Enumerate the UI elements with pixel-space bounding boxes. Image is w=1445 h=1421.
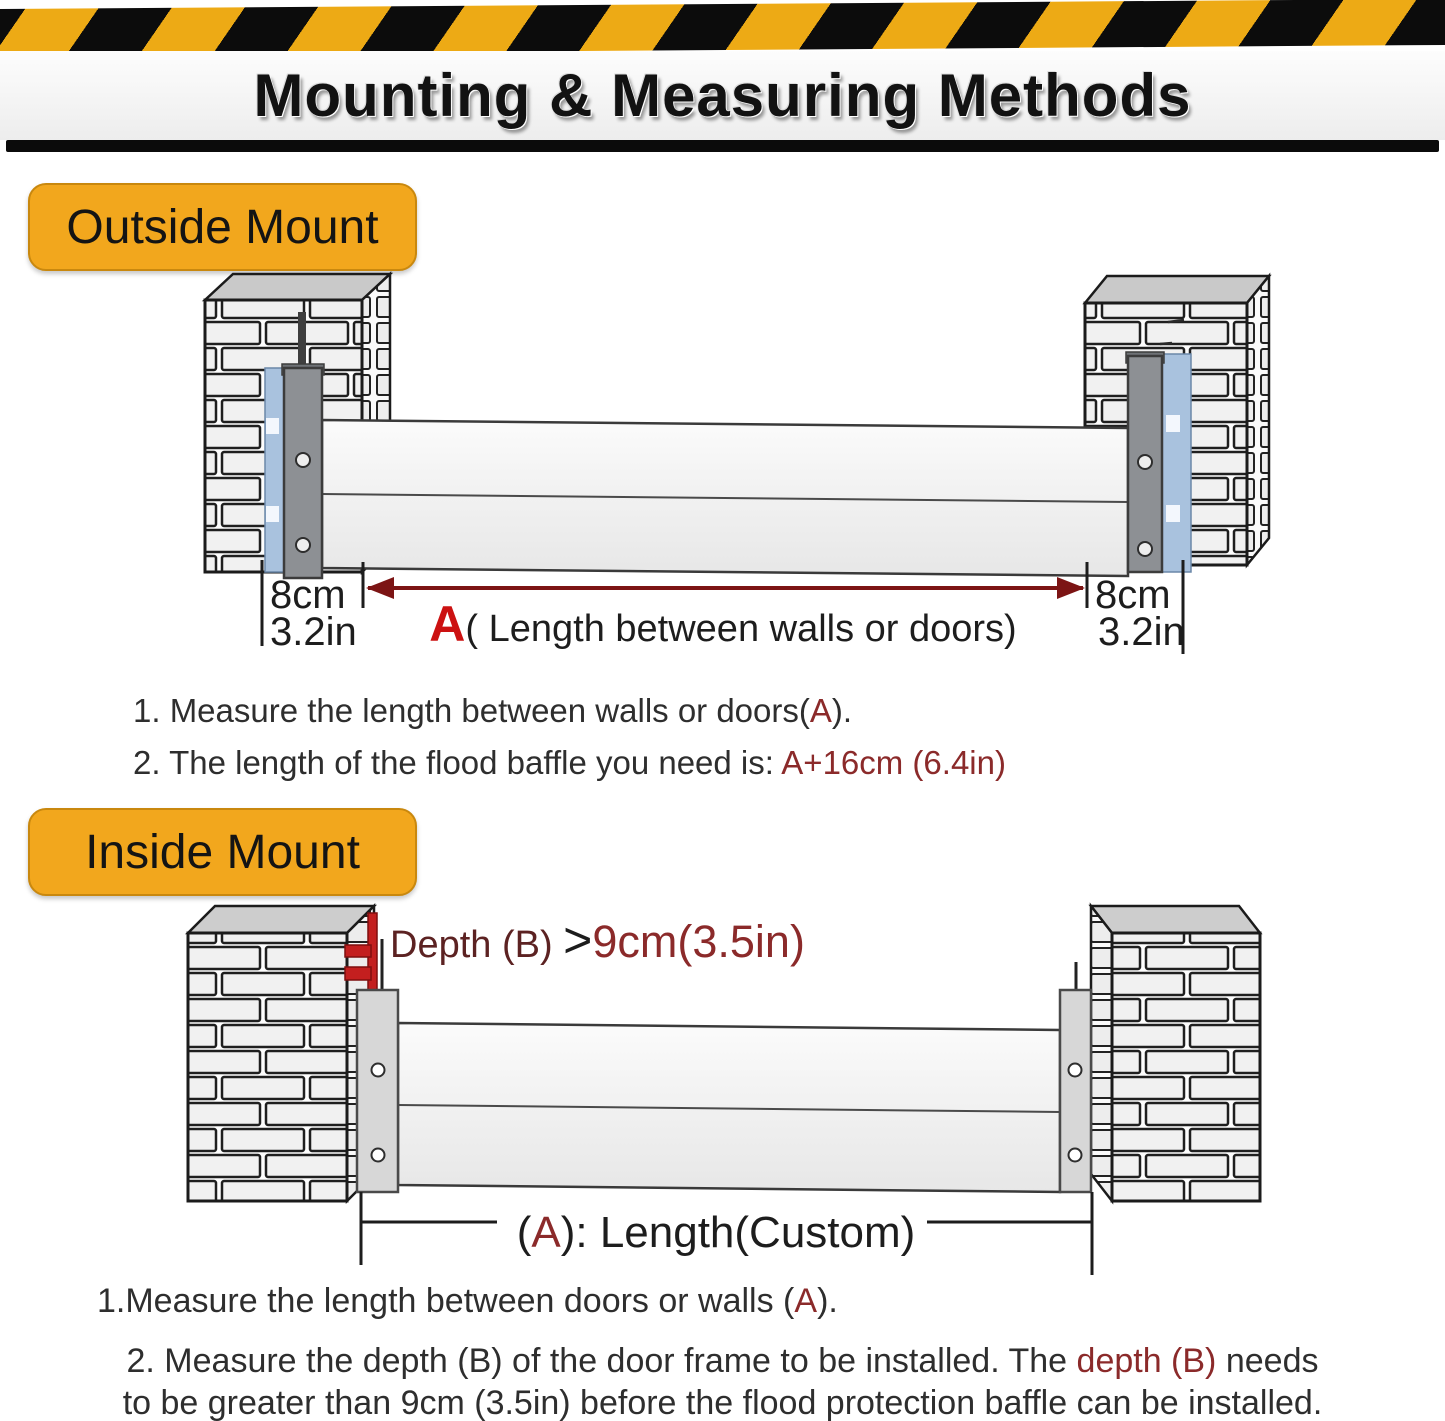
- screw-hole: [296, 453, 310, 467]
- step-text: 1. Measure the length between walls or doors(: [133, 692, 810, 729]
- step-text: needs: [1216, 1342, 1319, 1380]
- pillar-top-face: [1085, 276, 1269, 303]
- screw-hole: [1069, 1149, 1082, 1162]
- outside-step-1: [0, 690, 1445, 732]
- hazard-tape-banner: [0, 0, 1445, 55]
- seal-highlight: [1166, 415, 1180, 432]
- brick-pillar-right: [1091, 906, 1260, 1201]
- title-band: [0, 51, 1445, 140]
- anchor-bolt: [298, 312, 306, 368]
- divider-bar: [6, 140, 1439, 152]
- step-highlight: A: [794, 1282, 818, 1320]
- pillar-side-face: [1247, 276, 1269, 565]
- screw-hole: [1138, 542, 1152, 556]
- depth-gauge-rung: [345, 967, 371, 980]
- outside-mount-diagram: [0, 268, 1445, 690]
- step-highlight: A: [809, 692, 832, 729]
- depth-gauge-rung: [345, 945, 371, 957]
- seal-strip: [1162, 354, 1191, 572]
- inside-mount-diagram: [0, 893, 1445, 1293]
- screw-hole: [296, 538, 310, 552]
- depth-label-value: 9cm(3.5in): [592, 916, 805, 967]
- dim-left-in: 3.2in: [270, 610, 357, 654]
- pillar-front-face: [1112, 933, 1260, 1201]
- seal-highlight: [266, 418, 279, 434]
- drill-mark: [1160, 343, 1172, 344]
- step-text: 1.Measure the length between doors or walls (: [97, 1282, 795, 1320]
- screw-hole: [372, 1064, 385, 1077]
- dim-left-cm: 8cm: [270, 573, 346, 617]
- length-label-rest: ): Length(Custom): [560, 1208, 916, 1257]
- step-highlight: A+16cm (6.4in): [781, 744, 1006, 781]
- inside-step-1: [0, 1280, 1445, 1322]
- outside-mount-steps: [0, 690, 1445, 784]
- depth-label: [390, 912, 805, 968]
- seal-highlight: [1166, 505, 1180, 522]
- flood-barrier: [398, 1023, 1060, 1192]
- outside-step-2: [0, 742, 1445, 784]
- step-text: ).: [817, 1282, 838, 1320]
- length-label-a: A: [531, 1208, 561, 1257]
- seal-highlight: [266, 506, 279, 522]
- length-label-open: (: [516, 1208, 532, 1257]
- span-length-label-a: A: [429, 596, 466, 652]
- flood-barrier: [322, 420, 1128, 576]
- step-highlight: depth (B): [1076, 1342, 1217, 1380]
- mounting-assembly-right: [1126, 320, 1191, 572]
- screw-hole: [1138, 455, 1152, 469]
- depth-label-pre: Depth (B): [390, 924, 564, 966]
- span-length-label-rest: ( Length between walls or doors): [465, 608, 1017, 650]
- step-text: 2. Measure the depth (B) of the door frame to be installed. The: [126, 1342, 1077, 1380]
- length-custom-label: [517, 1208, 916, 1257]
- outside-mount-badge: [28, 183, 417, 271]
- mounting-assembly-right: [1060, 962, 1091, 1192]
- step-text: ).: [831, 692, 853, 729]
- arrow-head-right: [1057, 577, 1085, 599]
- outside-mount-badge-label: Outside Mount: [66, 200, 379, 254]
- page-title: Mounting & Measuring Methods: [253, 62, 1192, 129]
- inside-mount-badge-label: Inside Mount: [85, 825, 360, 879]
- pillar-top-face: [1091, 906, 1260, 933]
- screw-hole: [372, 1149, 385, 1162]
- span-length-label: [429, 596, 1016, 652]
- step-text: to be greater than 9cm (3.5in) before the flood protection baffle can be installed.: [122, 1384, 1323, 1421]
- pillar-top-face: [205, 274, 390, 300]
- inside-mount-badge: [28, 808, 417, 896]
- greater-than-sign: >: [563, 912, 593, 968]
- dimension-annotations: [361, 1192, 1092, 1275]
- inside-mount-steps: [0, 1280, 1445, 1421]
- pillar-front-face: [188, 933, 347, 1201]
- seal-strip: [265, 368, 284, 572]
- pillar-side-face: [1091, 906, 1112, 1201]
- dim-right-cm: 8cm: [1095, 573, 1171, 617]
- pillar-top-face: [188, 906, 374, 933]
- inside-step-2-line-2: [0, 1382, 1445, 1421]
- arrow-head-left: [366, 577, 394, 599]
- step-text: 2. The length of the flood baffle you need is:: [133, 744, 782, 781]
- screw-hole: [1069, 1064, 1082, 1077]
- dim-right-in: 3.2in: [1098, 610, 1185, 654]
- inside-step-2-line-1: [0, 1340, 1445, 1382]
